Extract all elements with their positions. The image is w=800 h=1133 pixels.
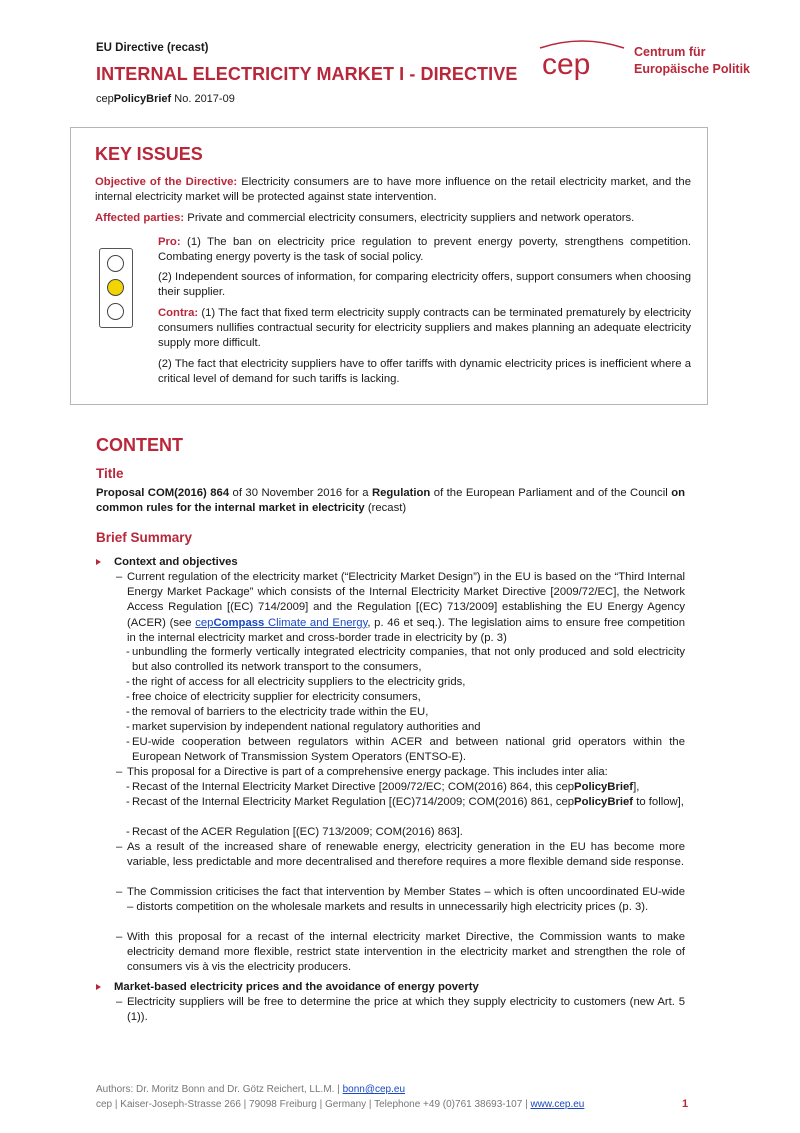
contra-2-paragraph: (2) The fact that electricity suppliers have to offer tariffs with dynamic electricity prices is inefficient where a critical level of demand for such tariffs is lacking. (158, 358, 691, 386)
traffic-light-icon (99, 248, 133, 328)
traffic-light-middle (107, 279, 124, 296)
author-email-link[interactable]: bonn@cep.eu (342, 1084, 406, 1095)
cep-compass-link[interactable]: cepCompass Climate and Energy (195, 616, 368, 629)
brief-summary-heading: Brief Summary (96, 530, 193, 545)
key-issues-box (70, 127, 708, 405)
proposal-title-paragraph: Proposal COM(2016) 864 of 30 November 2016 for a Regulation of the European Parliament and of the Council on common rules for the internal market in electricity (recast) (96, 487, 685, 515)
title-heading: Title (96, 466, 124, 481)
cep-logo (538, 40, 758, 90)
affected-parties-paragraph: Affected parties: Private and commercial electricity consumers, electricity suppliers and network operators. (95, 212, 635, 224)
traffic-light-bottom (107, 303, 124, 320)
objective-paragraph: Objective of the Directive: Electricity consumers are to have more influence on the retail electricity market, and the internal electricity market will be protected against state intervention. (95, 176, 691, 204)
contra-1-paragraph: Contra: (1) The fact that fixed term electricity supply contracts can be terminated prematurely by electricity consumers nullifies contractual security for electricity suppliers and makes planning an adequate electricity supply more difficult. (158, 307, 691, 350)
content-heading: CONTENT (96, 435, 183, 455)
document-title: INTERNAL ELECTRICITY MARKET I - DIRECTIVE (96, 64, 518, 84)
document-type: EU Directive (recast) (96, 42, 209, 54)
cep-logo-icon (538, 40, 626, 88)
organization-name: Centrum für Europäische Politik (634, 45, 751, 76)
pro-2-paragraph: (2) Independent sources of information, for comparing electricity offers, support consumers when choosing their supplier. (158, 271, 691, 299)
policy-brief-number: cepPolicyBrief No. 2017-09 (96, 93, 235, 105)
key-issues-heading: KEY ISSUES (95, 144, 203, 164)
bullet-triangle-icon (96, 984, 101, 990)
page-number: 1 (682, 1098, 689, 1110)
footer-address: cep | Kaiser-Joseph-Strasse 266 | 79098 Freiburg | Germany | Telephone +49 (0)761 38693-107 | www.cep.eu (96, 1099, 585, 1110)
bullet-triangle-icon (96, 559, 101, 565)
traffic-light-top (107, 255, 124, 272)
svg-text:cep: cep (542, 48, 591, 81)
pro-1-paragraph: Pro: (1) The ban on electricity price regulation to prevent energy poverty, strengthens competition. Combating energy poverty is the task of social policy. (158, 236, 691, 264)
footer-authors: Authors: Dr. Moritz Bonn and Dr. Götz Reichert, LL.M. | bonn@cep.eu (96, 1084, 406, 1095)
document-page: EU Directive (recast) INTERNAL ELECTRICITY MARKET I - DIRECTIVE cepPolicyBrief No. 2017-09 cep Centrum für Europäische Politik KEY ISSUES Objective of the Directive: Electricity consumers are to have more influence on the retail electricity market, and the internal electricity market will be protected against state intervention. Affected parties: Private and commercial electricity consumers, electricity suppliers and network operators. Pro: (1) The ban on electricity price regulation to prevent energy poverty, strengthens competition. Combating energy poverty is the task of social policy. (2) Independent sources of information, for comparing electricity offers, support consumers when choosing their supplier. Contra: (1) The fact that fixed term electricity supply contracts can be terminated prematurely by electricity consumers nullifies contractual security for electricity suppliers and makes planning an adequate electricity supply more difficult. (2) The fact that electricity suppliers have to offer tariffs with dynamic electricity prices is inefficient where a critical level of demand for such tariffs is lacking. CONTENT Title Proposal COM(2016) 864 of 30 November 2016 for a Regulation of the European Parliament and of the Council on common rules for the internal market in electricity (recast) Brief Summary Context and objectives – Current regulation of the electricity market (“Electricity Market Design”) in the EU is based on the “Third Internal Energy Market Package” which consists of the Internal Electricity Market Directive [2009/72/EC], the Network Access Regulation [(EC) 714/2009] and the Regulation [(EC) 713/2009] establishing the EU Energy Agency (ACER) (see cepCompass Climate and Energy, p. 46 et seq.). The legislation aims to ensure free competition in the internal electricity market and cross-border trade in electricity by (p. 3) - unbundling the formerly vertically integrated electricity companies, that not only produced and sold electricity but also controlled its network transport to the consumers, - the right of access for all electricity suppliers to the electricity grids, - free choice of electricity supplier for electricity consumers, - the removal of barriers to the electricity trade within the EU, - market supervision by independent national regulatory authorities and - EU-wide cooperation between regulators within ACER and between national grid operators within the European Network of Transmission System Operators (ENTSO-E). – This proposal for a Directive is part of a comprehensive energy package. This includes inter alia: - Recast of the Internal Electricity Market Directive [2009/72/EC; COM(2016) 864, this cepPolicyBrief], - Recast of the Internal Electricity Market Regulation [(EC)714/2009; COM(2016) 861, cepPolicyBrief to follow], - Recast of the ACER Regulation [(EC) 713/2009; COM(2016) 863]. – As a result of the increased share of renewable energy, electricity generation in the EU has become more variable, less predictable and more decentralised and therefore requires a more flexible demand side response. – The Commission criticises the fact that intervention by Member States – which is often uncoordinated EU-wide – distorts competition on the wholesale markets and results in unnecessarily high electricity prices (p. 3). – With this proposal for a recast of the internal electricity market Directive, the Commission wants to make electricity demand more flexible, restrict state intervention in the electricity market and strengthen the role of consumers vis à vis the electricity producers. Market-based electricity prices and the avoidance of energy poverty – Electricity suppliers will be free to determine the price at which they supply electricity to customers (new Art. 5 (1)). Authors: Dr. Moritz Bonn and Dr. Götz Reichert, LL.M. | bonn@cep.eu cep | Kaiser-Joseph-Strasse 266 | 79098 Freiburg | Germany | Telephone +49 (0)761 38693-107 | www.cep.eu 1 (0, 0, 800, 1133)
website-link[interactable]: www.cep.eu (530, 1099, 585, 1110)
